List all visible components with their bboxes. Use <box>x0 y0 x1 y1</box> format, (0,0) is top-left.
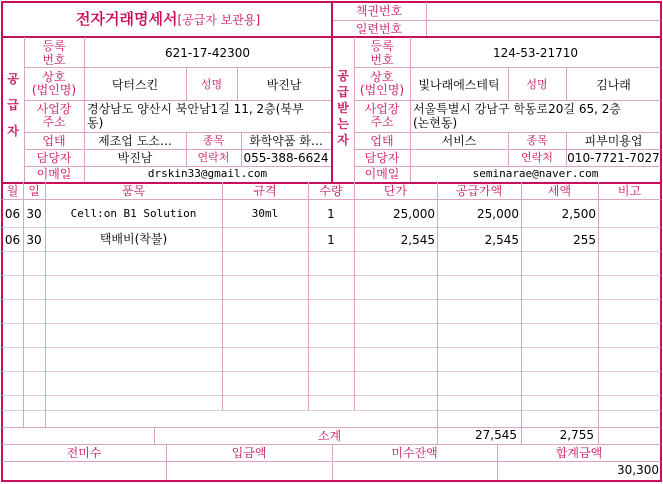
buyer-contact: 010-7721-7027 <box>567 151 660 165</box>
supplier-reg-number: 621-17-42300 <box>164 46 250 60</box>
supplier-item: 화학약품 화… <box>249 134 323 148</box>
supplier-name: 박진남 <box>266 78 302 92</box>
cell-item: Cell:on B1 Solution <box>70 207 197 220</box>
book-number-label: 책권번호 <box>355 4 403 18</box>
col-header-spec: 규격 <box>253 184 277 198</box>
buyer-address-label: 사업장 주소 <box>364 102 400 129</box>
buyer-biztype-label: 업태 <box>370 134 394 148</box>
cell-spec: 30ml <box>251 207 279 220</box>
cell-unit-price: 2,545 <box>400 233 435 247</box>
buyer-reg-label: 등록 번호 <box>370 39 394 67</box>
title-sub: [공급자 보관용] <box>177 13 261 27</box>
buyer-name: 김나래 <box>596 78 631 92</box>
supplier-name-label: 성명 <box>200 78 223 91</box>
col-header-unit-price: 단가 <box>383 184 408 198</box>
buyer-biztype: 서비스 <box>441 134 477 148</box>
supplier-contact: 055-388-6624 <box>243 151 329 165</box>
supplier-address-label: 사업장 주소 <box>36 102 72 129</box>
cell-day: 30 <box>26 207 42 221</box>
supplier-company-label: 상호 (법인명) <box>31 70 77 97</box>
cell-tax: 2,500 <box>561 207 596 221</box>
supplier-email: drskin33@gmail.com <box>147 167 268 180</box>
table-row <box>2 200 661 227</box>
footer-total-value: 30,300 <box>617 463 659 477</box>
subtotal-supply: 27,545 <box>475 428 517 442</box>
buyer-manager-label: 담당자 <box>364 151 400 165</box>
supplier-side-label: 공 급 자 <box>7 72 19 138</box>
buyer-email: seminarae@naver.com <box>472 167 599 180</box>
cell-qty: 1 <box>327 207 335 221</box>
cell-tax: 255 <box>573 233 596 247</box>
cell-month: 06 <box>4 233 21 247</box>
supplier-address: 경상남도 양산시 북안남1길 11, 2층(북부 동) <box>87 102 304 130</box>
buyer-item-label: 종목 <box>526 134 548 147</box>
cell-unit-price: 25,000 <box>393 207 435 221</box>
footer-prev-unpaid-label: 전미수 <box>66 446 102 460</box>
buyer-email-label: 이메일 <box>364 167 400 181</box>
subtotal-tax: 2,755 <box>559 428 594 442</box>
col-header-qty: 수량 <box>319 184 343 198</box>
supplier-reg-label: 등록 번호 <box>42 39 66 67</box>
buyer-company: 빛나래에스테틱 <box>418 78 500 92</box>
buyer-side-label: 공 급 받 는 자 <box>337 69 349 147</box>
footer-unpaid-balance-label: 미수잔액 <box>391 446 438 460</box>
cell-item: 택배비(착불) <box>99 232 168 246</box>
col-header-supply: 공급가액 <box>455 184 503 198</box>
supplier-manager: 박진남 <box>117 151 153 165</box>
document-title <box>76 10 260 29</box>
supplier-company: 닥터스킨 <box>111 78 159 92</box>
footer-total-label: 합계금액 <box>555 446 603 460</box>
buyer-name-label: 성명 <box>526 78 548 91</box>
buyer-company-label: 상호 (법인명) <box>359 70 405 97</box>
supplier-biztype-label: 업태 <box>42 134 66 148</box>
title-main: 전자거래명세서 <box>76 10 178 28</box>
buyer-address: 서울특별시 강남구 학동로20길 65, 2층 (논현동) <box>413 102 621 130</box>
footer-deposit-label: 입금액 <box>231 446 267 460</box>
col-header-month: 월 <box>6 184 19 198</box>
supplier-contact-label: 연락처 <box>197 151 230 164</box>
cell-month: 06 <box>4 207 21 221</box>
col-header-note: 비고 <box>617 184 642 198</box>
cell-supply: 25,000 <box>477 207 519 221</box>
buyer-contact-label: 연락처 <box>521 151 553 164</box>
supplier-item-label: 종목 <box>202 134 225 147</box>
supplier-biztype: 제조업 도소… <box>98 134 172 148</box>
cell-qty: 1 <box>327 233 335 247</box>
serial-number-label: 일련번호 <box>355 22 403 36</box>
cell-day: 30 <box>26 233 42 247</box>
supplier-manager-label: 담당자 <box>36 151 72 165</box>
cell-supply: 2,545 <box>484 233 519 247</box>
col-header-item: 품목 <box>121 184 146 198</box>
subtotal-label: 소계 <box>317 429 342 443</box>
buyer-reg-number: 124-53-21710 <box>492 46 578 60</box>
table-row <box>2 228 661 251</box>
col-header-tax: 세액 <box>547 184 572 198</box>
supplier-email-label: 이메일 <box>36 167 72 181</box>
buyer-item: 피부미용업 <box>584 134 643 148</box>
col-header-day: 일 <box>28 184 40 198</box>
